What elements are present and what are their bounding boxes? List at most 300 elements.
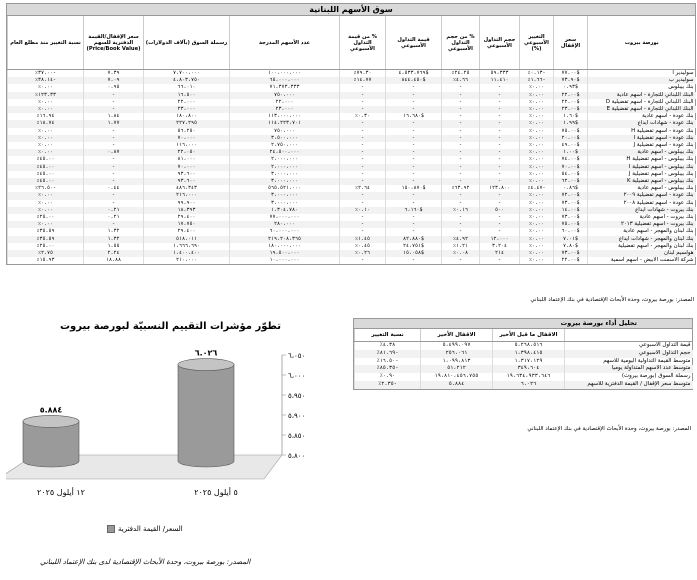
table-cell: -	[386, 257, 442, 264]
table-cell: ٠.٠٠٪	[520, 92, 554, 99]
table-cell: -	[442, 171, 480, 178]
table-cell: $٢٢.٠٠	[554, 257, 588, 264]
table-cell: ٥٦٥،٥٢١،٠٠٠	[230, 185, 340, 192]
metric-name-cell: متوسط القيمة التداولية اليومية للأسهم	[565, 358, 693, 366]
table-row	[8, 200, 696, 207]
table-cell: -	[442, 128, 480, 135]
table-cell: ٢٣،٠٠٠	[230, 106, 340, 113]
table-cell: ٥،٢٦٨،٥١٦	[493, 342, 565, 350]
stock-name-cell: البنك اللبناني للتجارة - أسهم عادية	[588, 92, 696, 99]
table-cell: -	[442, 178, 480, 185]
table-cell: ٢٩،٤٠٠	[144, 228, 230, 235]
table-cell: -٣٨.١٤٪	[8, 77, 84, 84]
table-cell: -	[480, 214, 520, 221]
column-header: % من حجم التداول الأسبوعي	[442, 16, 480, 70]
table-cell: $٦،١٦٠	[386, 207, 442, 214]
pbv-bar-chart	[6, 343, 346, 523]
table-cell: ٠.٠٠٪	[520, 164, 554, 171]
table-cell: ٠.٩٥	[84, 84, 144, 91]
table-cell: -	[442, 92, 480, 99]
table-row	[8, 70, 696, 78]
table-row	[8, 149, 696, 156]
market-table-header-row	[8, 16, 696, 70]
table-cell: $٢٣.٠٠	[554, 106, 588, 113]
table-cell: -	[340, 120, 386, 127]
table-cell: ١.٧٧	[84, 120, 144, 127]
table-cell: -	[442, 84, 480, 91]
table-cell: ١،٠٩٩،٨١٣	[421, 358, 493, 366]
table-cell: -	[386, 99, 442, 106]
table-cell: ١٤.٧٧٪	[340, 77, 386, 84]
table-cell: -	[480, 120, 520, 127]
table-cell: $٧٢.٠٠	[554, 192, 588, 199]
table-cell: ٠.٠٠٪	[8, 106, 84, 113]
table-cell: ٠.٠٠٪	[520, 178, 554, 185]
table-cell: -	[84, 192, 144, 199]
table-cell: ٤.٣٨٪	[355, 342, 421, 350]
performance-table-source: المصدر: بورصة بيروت، وحدة الأبحاث الإقتصادية في بنك الإعتماد اللبناني	[527, 426, 691, 432]
table-cell: ١٩،٨١٠،٤٥٦،٧٥٥	[421, 373, 493, 381]
table-row	[8, 243, 696, 250]
table-cell: -	[386, 84, 442, 91]
table-cell: ٩٩،٩٠٠	[144, 200, 230, 207]
table-cell: $٧٠.٠٠	[554, 164, 588, 171]
table-cell: -	[442, 164, 480, 171]
table-cell: -	[386, 128, 442, 135]
table-cell: ٠.٠٠٪	[520, 106, 554, 113]
column-header: سعر الإقفال	[554, 16, 588, 70]
table-cell: ١.٢١٪	[442, 243, 480, 250]
table-cell: $١.٦٠	[554, 113, 588, 120]
stock-name-cell: بنك بيروت - أسهم عادية	[588, 214, 696, 221]
table-row	[8, 214, 696, 221]
column-header: بورصة بيروت	[588, 16, 696, 70]
table-row	[8, 250, 696, 257]
table-cell: -	[386, 149, 442, 156]
table-cell: ١،٤٠٠،٤٠٠	[144, 250, 230, 257]
table-row	[8, 142, 696, 149]
table-cell: $٨٢،٨٨٠	[386, 236, 442, 243]
table-cell: -	[480, 106, 520, 113]
table-cell: -	[480, 221, 520, 228]
stock-name-cell: بنك بيبلوس - أسهم تفضيلية K	[588, 178, 696, 185]
table-cell: ٤٥.٠٠٪	[8, 178, 84, 185]
table-cell: -	[84, 106, 144, 113]
stock-name-cell: بنك لبنان والمهجر - شهادات ايداع	[588, 236, 696, 243]
table-cell: $٧٤.٠٠	[554, 156, 588, 163]
table-cell: $٧.٠١	[554, 236, 588, 243]
table-cell: ٧١،٣٧٣،٣٣٣	[230, 84, 340, 91]
table-cell: $٧.٨٠	[554, 243, 588, 250]
column-header: قيمة التداول الأسبوعي	[386, 16, 442, 70]
table-cell: ٠.٠٠٪	[520, 257, 554, 264]
table-cell: -	[442, 120, 480, 127]
column-header: عدد الأسهم المدرجة	[230, 16, 340, 70]
table-cell: -	[340, 200, 386, 207]
table-cell: -	[386, 214, 442, 221]
performance-table-header-row	[355, 329, 693, 342]
market-table-title: سوق الأسهم اللبنانية	[7, 4, 695, 16]
table-cell: $٨٤٤،٤٥٠	[386, 77, 442, 84]
table-cell: -	[480, 128, 520, 135]
table-cell: ٢٤،٥٠٠،٠٠٠	[230, 149, 340, 156]
stock-name-cell: البنك اللبناني للتجارة - أسهم تفضيلية D	[588, 99, 696, 106]
table-cell: -	[84, 128, 144, 135]
table-cell: -	[84, 99, 144, 106]
table-cell: ٠.٠٠٪	[520, 192, 554, 199]
table-row	[8, 120, 696, 127]
table-cell: -	[442, 113, 480, 120]
table-cell: -	[340, 221, 386, 228]
table-cell: ٠.٠٠٪	[520, 243, 554, 250]
table-cell: $٧٣.٠٠	[554, 250, 588, 257]
table-cell: -	[442, 142, 480, 149]
table-cell: ٢٥.٠٠٪	[8, 243, 84, 250]
y-tick-label: ٥،٨٠٠	[288, 452, 306, 460]
stock-name-cell: بنك بيبلوس - أسهم عادية	[588, 185, 696, 192]
table-cell: -	[480, 192, 520, 199]
column-header: نسبة التغيير منذ مطلع العام	[8, 16, 84, 70]
table-cell: $٧٧.٠٠	[554, 70, 588, 78]
table-cell: -	[386, 171, 442, 178]
table-cell: ١٨،٣٩٣	[144, 207, 230, 214]
table-cell: -	[386, 200, 442, 207]
table-cell: -١٦.٥٠٪	[355, 358, 421, 366]
stock-name-cell: بنك بيبلوس - أسهم عادية	[588, 149, 696, 156]
table-cell: $٦٢.٠٠	[554, 178, 588, 185]
table-cell: ٠.٠٠٪	[520, 156, 554, 163]
table-cell: ٠.٠٠٪	[520, 128, 554, 135]
table-cell: ٠.٠٠٪	[8, 128, 84, 135]
table-cell: ١٨٠،٠٠٠،٠٠٠	[230, 243, 340, 250]
stock-name-cell: بنك بيبلوس	[588, 84, 696, 91]
table-cell: ٠.٠٠٪	[520, 250, 554, 257]
chart-title: تطوّر مؤشرات التقييم النسبيّة لبورصة بيروت	[60, 321, 281, 332]
table-cell: -	[480, 142, 520, 149]
table-cell: -	[480, 200, 520, 207]
stock-name-cell: هولسيم لبنان	[588, 250, 696, 257]
table-cell: ٢٤.٢٥٪	[442, 70, 480, 78]
column-header: حجم التداول الأسبوعي	[480, 16, 520, 70]
table-cell: $٧٣.٩٠	[554, 77, 588, 84]
table-cell: ٢٢،٠٠٠	[144, 99, 230, 106]
table-cell: -	[442, 221, 480, 228]
stock-name-cell: بنك بيروت - أسهم تفضيلية ٢٠١٣	[588, 221, 696, 228]
table-cell: -	[480, 171, 520, 178]
table-row	[8, 106, 696, 113]
table-cell: ٢،٠٠٠،٠٠٠	[230, 156, 340, 163]
table-cell: ٢،٧٥٠،٠٠٠	[230, 142, 340, 149]
table-cell: ٦٥،٠٠٠،٠٠٠	[230, 77, 340, 84]
stock-name-cell: بنك بيبلوس - أسهم تفضيلية J	[588, 171, 696, 178]
table-cell: ١.٨٤	[84, 113, 144, 120]
table-cell: ٣،٠٠٠،٠٠٠	[230, 178, 340, 185]
table-row	[8, 192, 696, 199]
table-cell: -	[84, 92, 144, 99]
table-row	[8, 135, 696, 142]
table-cell: -٠.١٣٪	[520, 70, 554, 78]
table-row	[8, 257, 696, 264]
table-cell: ٢.٧٥٪	[8, 250, 84, 257]
legend-series-label: السعر/ القيمة الدفترية	[118, 525, 183, 533]
table-cell: ٢٩،٤٠٠	[144, 214, 230, 221]
table-cell: $٤٩.٠٠	[554, 142, 588, 149]
table-cell: ٠.٤٤	[84, 185, 144, 192]
table-cell: ٠.٠٠٪	[8, 200, 84, 207]
stock-name-cell: البنك اللبناني للتجارة - أسهم تفضيلية E	[588, 106, 696, 113]
market-table	[7, 16, 696, 264]
table-cell: -	[340, 178, 386, 185]
table-cell: ٣٥.٥٩٪	[8, 228, 84, 235]
table-cell: ١٧،٧٥٠	[144, 221, 230, 228]
table-cell: -	[442, 257, 480, 264]
table-cell: ٥٦،٢٥٠	[144, 128, 230, 135]
table-cell: ٠.٠٠٪	[520, 120, 554, 127]
table-cell: -	[442, 192, 480, 199]
table-cell: ١،٣٩٨،٤١٥	[493, 350, 565, 358]
table-cell: ٢٨٠،٠٠٠	[230, 221, 340, 228]
table-cell: ٢٥٦،٠٦١	[421, 350, 493, 358]
table-cell: -	[386, 135, 442, 142]
table-cell: $١٦،٦٨٠	[386, 113, 442, 120]
table-cell: ١٢٣،٨٠٠	[480, 185, 520, 192]
table-cell: ٣،٠٠٠،٠٠٠	[230, 171, 340, 178]
stock-name-cell: بنك عودة - أسهم تفضيلية J	[588, 142, 696, 149]
table-cell: ١٠،٠٠٠،٠٠٠	[230, 257, 340, 264]
table-cell: $٧٣.٠٠	[554, 200, 588, 207]
table-cell: -	[480, 149, 520, 156]
table-cell: -	[386, 142, 442, 149]
table-row	[8, 221, 696, 228]
table-row	[8, 156, 696, 163]
table-cell: ٦.٠٢٦	[493, 381, 565, 389]
table-row	[8, 77, 696, 84]
table-cell: ٠.٠٠٪	[8, 84, 84, 91]
table-row	[8, 236, 696, 243]
table-cell: ١٠٠،٠٠٠،٠٠٠	[230, 70, 340, 78]
table-row	[355, 373, 693, 381]
table-cell: -٨١.٦٩٪	[355, 350, 421, 358]
bar-top	[178, 359, 234, 371]
table-cell: -٤.٤٧٪	[520, 185, 554, 192]
table-cell: $٦٠.٠٠	[554, 228, 588, 235]
table-cell: ٠.٣٠٪	[340, 113, 386, 120]
table-cell: ٧٥٠،٠٠٠	[230, 128, 340, 135]
table-cell: -	[480, 257, 520, 264]
table-cell: -	[442, 200, 480, 207]
table-cell: ٢٢٧،٢٩٥	[144, 120, 230, 127]
stock-name-cell: سوليدير أ	[588, 70, 696, 78]
table-row	[8, 99, 696, 106]
table-cell: ٢١٦،٠٠٠	[144, 192, 230, 199]
stock-name-cell: بنك عودة - أسهم تفضيلية H	[588, 128, 696, 135]
table-cell: ١٥.٩٣٪	[8, 257, 84, 264]
x-tick-label: ٥ أيلول ٢٠٢٥	[194, 488, 238, 497]
bar-top	[23, 415, 79, 427]
metric-name-cell: قيمة التداول الأسبوعي	[565, 342, 693, 350]
table-cell: ٥٠٠	[480, 207, 520, 214]
table-cell: ٧،٧٠٠،٠٠٠	[144, 70, 230, 78]
table-cell: ٤٥.٠٠٪	[8, 171, 84, 178]
table-cell: $٥٤.٠٠	[554, 171, 588, 178]
table-cell: ٠.٠٠٪	[520, 149, 554, 156]
table-cell: ٠.٠٠٪	[520, 228, 554, 235]
table-cell: $٢٤،٧٥١	[386, 243, 442, 250]
column-header	[565, 329, 693, 342]
table-cell: ١١٣،٠٠٠،٠٠٠	[230, 113, 340, 120]
table-cell: $٧٣.٠٠	[554, 214, 588, 221]
y-tick-label: ٥،٩٥٠	[288, 392, 306, 400]
table-cell: ٣٥.٥٩٪	[8, 236, 84, 243]
table-cell: ٢.٦٤٪	[340, 185, 386, 192]
table-cell: -	[442, 149, 480, 156]
stock-name-cell: بنك عودة - أسهم تفضيلية I	[588, 135, 696, 142]
table-cell: ١٢،٠٠٠	[480, 236, 520, 243]
table-cell: ٧.٠٩	[84, 77, 144, 84]
stock-name-cell: بنك لبنان والمهجر - أسهم تفضيلية	[588, 243, 696, 250]
stock-name-cell: بنك عودة - أسهم تفضيلية ٢٠٠٨	[588, 200, 696, 207]
metric-name-cell: حجم التداول الأسبوعي	[565, 350, 693, 358]
bar	[23, 421, 79, 467]
table-cell: $١٤.٠٠	[554, 207, 588, 214]
table-cell: -	[442, 214, 480, 221]
table-cell: -	[480, 113, 520, 120]
chart-source: المصدر: بورصة بيروت، وحدة الأبحاث الإقتصادية لدى بنك الإعتماد اللبناني	[40, 558, 251, 566]
column-header: رسملة السوق (بآلاف الدولارات)	[144, 16, 230, 70]
table-cell: ١٦،٥٠٠	[144, 92, 230, 99]
table-cell: -	[340, 214, 386, 221]
table-cell: -	[480, 92, 520, 99]
table-cell: ٤٥.٠٠٪	[8, 164, 84, 171]
table-cell: -	[84, 171, 144, 178]
table-cell: -	[84, 156, 144, 163]
table-cell: $٢٢.٠٠	[554, 92, 588, 99]
table-cell: $١٥،٠٥٨	[386, 250, 442, 257]
table-cell: ٠.٠٠٪	[8, 142, 84, 149]
table-cell: ٥.٨٨٤	[421, 381, 493, 389]
table-cell: ٧٩.٣٠٪	[340, 70, 386, 78]
table-cell: -١.٦٦٪	[520, 77, 554, 84]
table-cell: ٢١٤	[480, 250, 520, 257]
table-row	[8, 113, 696, 120]
chart-legend	[107, 525, 183, 533]
table-cell: ١٩،٥٠٠،٠٠٠	[230, 250, 340, 257]
table-cell: ٠.٠٠٪	[8, 207, 84, 214]
table-cell: $٤،٥٣٣،٧٦٩	[386, 70, 442, 78]
table-cell: ٢.٢٤	[84, 250, 144, 257]
table-cell: -	[386, 228, 442, 235]
table-cell: ٧٠،٠٠٠	[144, 135, 230, 142]
table-cell: ٤٥.٠٠٪	[8, 156, 84, 163]
column-header: الاقفال الأخير	[421, 329, 493, 342]
table-row	[8, 84, 696, 91]
table-cell: $١٥٠،٨٧٠	[386, 185, 442, 192]
stock-name-cell: شركة الاسمنت الأبيض - أسهم اسمية	[588, 257, 696, 264]
table-cell: ٣،٠٠٠،٠٠٠	[230, 200, 340, 207]
table-cell: -	[442, 135, 480, 142]
table-cell: ١٩،٦٣٤،٩٣٣،٦٤٦	[493, 373, 565, 381]
table-cell: $٢٢.٠٠	[554, 99, 588, 106]
table-cell: ٠.٠٠٪	[520, 221, 554, 228]
table-cell: ٠.١٦٪	[442, 207, 480, 214]
table-cell: -	[442, 99, 480, 106]
y-tick-label: ٦،٠٠٠	[288, 372, 306, 380]
table-cell: ١٢٣.٣٣٪	[8, 92, 84, 99]
table-cell: -	[340, 84, 386, 91]
column-header: % من قيمة التداول الأسبوعي	[340, 16, 386, 70]
table-cell: ٢٢،٠٠٠	[230, 99, 340, 106]
metric-name-cell: رسملة السوق (بورصة بيروت)	[565, 373, 693, 381]
table-cell: ٤٨٦،٣٤٣	[144, 185, 230, 192]
table-cell: ٠.٢١	[84, 207, 144, 214]
table-cell: ٣٤٩،٦٠٤	[493, 365, 565, 373]
table-cell: -	[340, 92, 386, 99]
table-cell: -	[480, 99, 520, 106]
table-cell: ١٨٠،٨٠٠	[144, 113, 230, 120]
table-cell: -	[480, 164, 520, 171]
table-cell: ١٦.٩٤٪	[8, 113, 84, 120]
table-cell: -	[442, 228, 480, 235]
table-row	[8, 92, 696, 99]
table-cell: -٢٦.٥٠٪	[8, 185, 84, 192]
y-tick-label: ٥،٨٥٠	[288, 432, 306, 440]
performance-table-title: تحليل أداء بورصة بيروت	[354, 319, 692, 329]
table-cell: -	[386, 106, 442, 113]
table-cell: -	[340, 171, 386, 178]
table-cell: ٠.٠٠٪	[520, 142, 554, 149]
table-cell: -	[340, 106, 386, 113]
table-cell: ٠.٠٠٪	[520, 99, 554, 106]
table-row	[355, 381, 693, 389]
table-cell: -	[386, 164, 442, 171]
table-cell: ٠.٠٠٪	[520, 207, 554, 214]
column-header: نسبة التغيير	[355, 329, 421, 342]
table-cell: -	[84, 135, 144, 142]
table-cell: ١.٣٢	[84, 228, 144, 235]
table-cell: -	[340, 135, 386, 142]
table-cell: $٧٥.٠٠	[554, 221, 588, 228]
table-cell: ٢،٠٠٠،٠٠٠	[230, 164, 340, 171]
table-cell: ٥٩،٣٣٣	[480, 70, 520, 78]
table-cell: ٠.٨٧	[84, 149, 144, 156]
market-table-panel	[6, 3, 696, 265]
table-cell: ٢٢،٠٥٠	[144, 149, 230, 156]
table-cell: -٣٧.٠٠٪	[8, 70, 84, 78]
table-cell: -	[386, 156, 442, 163]
data-label: ٥.٨٨٤	[39, 405, 63, 415]
stock-name-cell: بنك بيروت - شهادات ايداع	[588, 207, 696, 214]
table-row	[8, 178, 696, 185]
table-row	[8, 228, 696, 235]
table-cell: $١.٠٠	[554, 149, 588, 156]
table-cell: -	[386, 192, 442, 199]
table-cell: ٣،٠٠٠،٠٠٠	[230, 192, 340, 199]
table-cell: -	[442, 156, 480, 163]
table-cell: ٢١٠،٠٠٠	[144, 257, 230, 264]
stock-name-cell: بنك بيبلوس - أسهم تفضيلية I	[588, 164, 696, 171]
table-cell: ٥١٨،٠١١	[144, 236, 230, 243]
table-cell: -	[480, 178, 520, 185]
market-table-body	[8, 70, 696, 265]
table-cell: -	[480, 156, 520, 163]
column-header: التغيير الأسبوعي (%)	[520, 16, 554, 70]
table-cell: -٨٥.٣٥٪	[355, 365, 421, 373]
table-cell: -	[340, 149, 386, 156]
table-cell: ٢٣،٠٠٠	[144, 106, 230, 113]
data-label: ٦.٠٢٦	[194, 348, 218, 358]
table-row	[8, 207, 696, 214]
table-cell: -	[340, 164, 386, 171]
